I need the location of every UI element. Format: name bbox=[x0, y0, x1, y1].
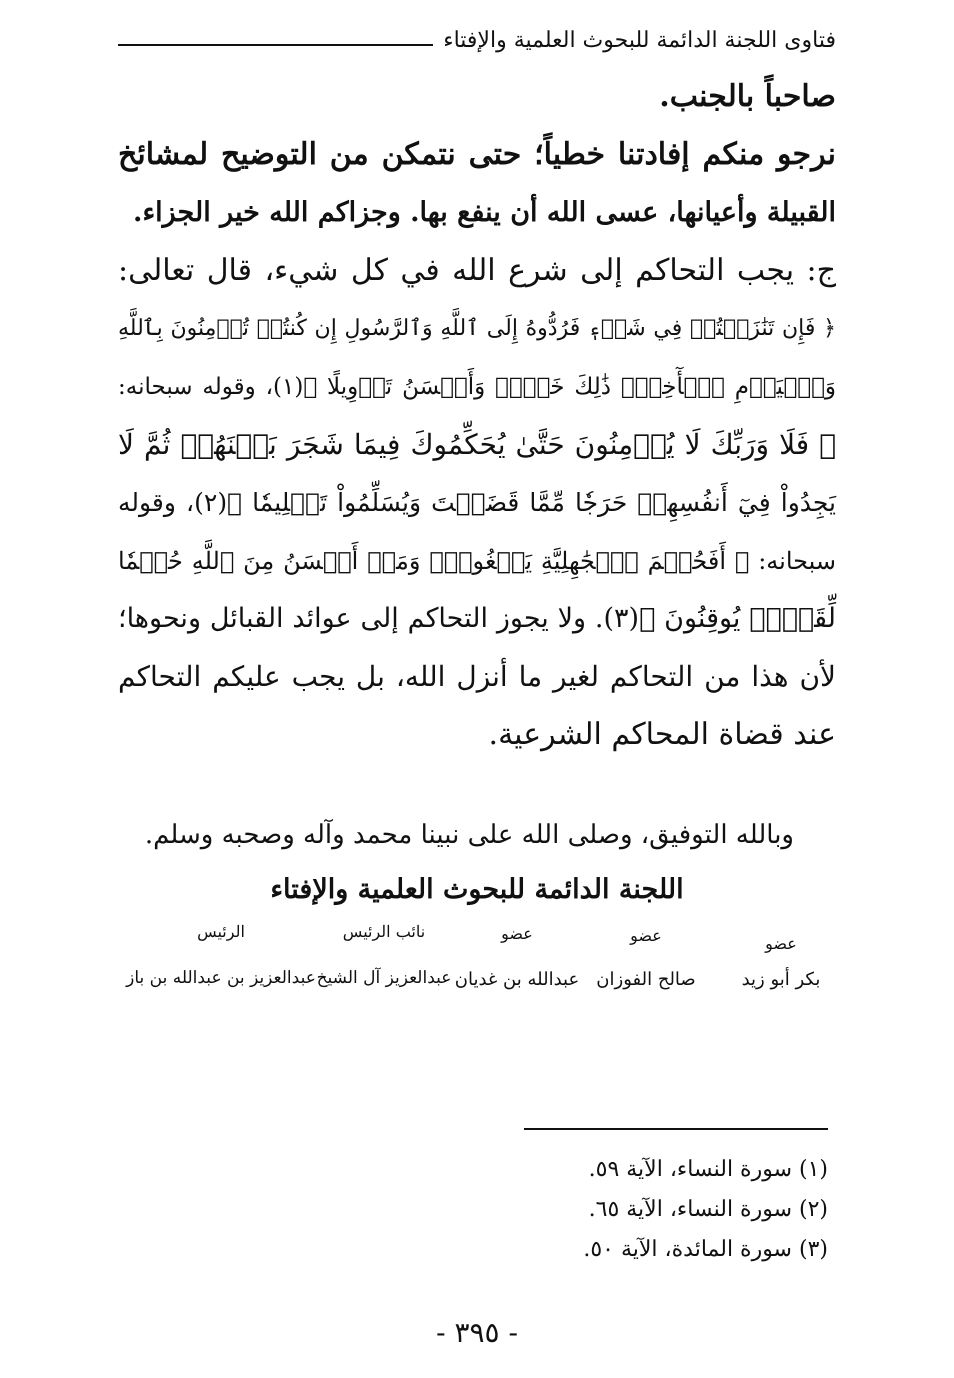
member-name: بكر أبو زيد bbox=[741, 969, 821, 990]
footnote-2: (٢) سورة النساء، الآية ٦٥. bbox=[588, 1197, 828, 1222]
member-bin-baz bbox=[126, 920, 316, 992]
member-name: عبدالعزيز آل الشيخ bbox=[316, 968, 452, 988]
answer-line-8: لأن هذا من التحاكم لغير ما أنزل الله، بل يجب عليكم التحاكم bbox=[118, 660, 836, 693]
closing-line: وبالله التوفيق، وصلى الله على نبينا محمد وآله وصحبه وسلم. bbox=[144, 820, 794, 850]
answer-line-6: سبحانه: ﴿ أَفَحُكۡمَ ٱلۡجَٰهِلِيَّةِ يَبۡغُونَۚ وَمَنۡ أَحۡسَنُ مِنَ ٱللَّهِ حُكۡمٗا bbox=[118, 547, 836, 575]
footnote-separator bbox=[524, 1128, 828, 1130]
page-number: - ٣٩٥ - bbox=[436, 1316, 518, 1349]
footnote-3: (٣) سورة المائدة، الآية ٥٠. bbox=[583, 1237, 828, 1262]
question-line-1: صاحباً بالجنب. bbox=[659, 79, 836, 114]
member-role: الرئيس bbox=[197, 922, 245, 941]
member-al-shaykh bbox=[314, 920, 454, 992]
member-role: نائب الرئيس bbox=[342, 922, 426, 941]
answer-line-3: وَٱلۡيَوۡمِ ٱلۡأٓخِرِۚ ذَٰلِكَ خَيۡرٞ وَأَحۡسَنُ تَأۡوِيلًا ﴾(١)، وقوله سبحانه: bbox=[118, 374, 837, 400]
member-name: عبدالعزيز بن عبدالله بن باز bbox=[126, 968, 316, 988]
member-name: عبدالله بن غديان bbox=[454, 969, 580, 990]
answer-line-2: ﴿ فَإِن تَنَٰزَعۡتُمۡ فِي شَيۡءٖ فَرُدُّوهُ إِلَى ٱللَّهِ وَٱلرَّسُولِ إِن كُنتُمۡ تُؤۡمِنُونَ بِٱللَّهِ bbox=[118, 316, 836, 341]
answer-line-5: يَجِدُواْ فِيٓ أَنفُسِهِمۡ حَرَجٗا مِّمَّا قَضَيۡتَ وَيُسَلِّمُواْ تَسۡلِيمٗا ﴾(٢)، وقوله bbox=[118, 488, 836, 517]
footnotes bbox=[428, 1150, 828, 1270]
member-name: صالح الفوزان bbox=[596, 969, 696, 990]
answer-line-1: ج: يجب التحاكم إلى شرع الله في كل شيء، قال تعالى: bbox=[118, 253, 836, 288]
fatwa-body bbox=[118, 68, 836, 764]
member-fawzan bbox=[586, 920, 706, 994]
question-line-2: نرجو منكم إفادتنا خطياً؛ حتى نتمكن من التوضيح لمشائخ bbox=[118, 137, 836, 172]
member-bakr bbox=[726, 920, 836, 994]
member-role: عضو bbox=[630, 926, 662, 945]
member-role: عضو bbox=[501, 924, 533, 943]
member-role: عضو bbox=[765, 934, 797, 953]
member-ghudayan bbox=[452, 920, 582, 994]
answer-line-4: ﴿ فَلَا وَرَبِّكَ لَا يُؤۡمِنُونَ حَتَّىٰ يُحَكِّمُوكَ فِيمَا شَجَرَ بَيۡنَهُمۡ ثُمَّ لَا bbox=[118, 428, 836, 461]
running-header bbox=[118, 14, 836, 54]
committee-title: اللجنة الدائمة للبحوث العلمية والإفتاء bbox=[270, 874, 684, 905]
answer-line-7: لِّقَوۡمٖ يُوقِنُونَ ﴾(٣). ولا يجوز التحاكم إلى عوائد القبائل ونحوها؛ bbox=[118, 603, 836, 634]
running-title: فتاوى اللجنة الدائمة للبحوث العلمية والإفتاء bbox=[443, 28, 836, 53]
committee-members bbox=[120, 920, 836, 1000]
footnote-1: (١) سورة النساء، الآية ٥٩. bbox=[588, 1157, 828, 1182]
header-rule bbox=[118, 44, 433, 46]
answer-line-9: عند قضاة المحاكم الشرعية. bbox=[488, 717, 836, 752]
question-line-3: القبيلة وأعيانها، عسى الله أن ينفع بها. وجزاكم الله خير الجزاء. bbox=[133, 197, 836, 228]
